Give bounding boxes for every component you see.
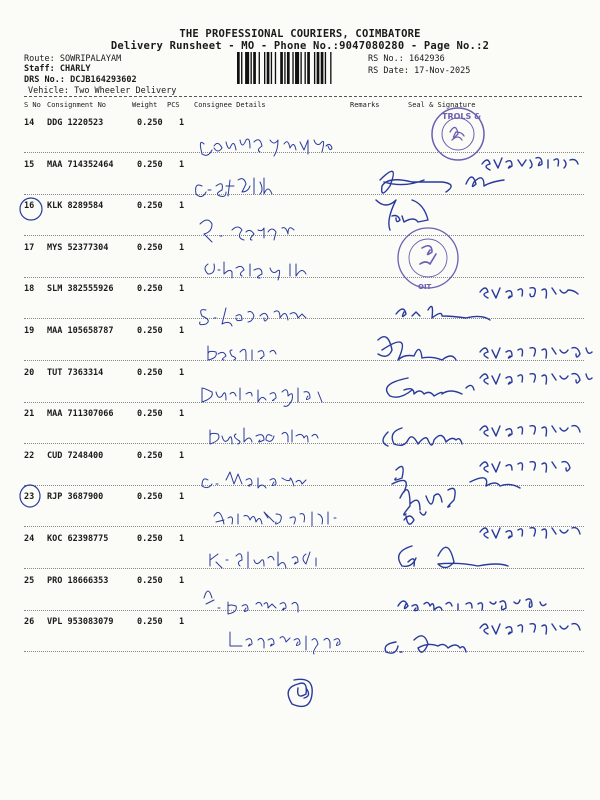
seal2-text-bottom: OIT	[418, 283, 432, 291]
phone-row-18	[480, 288, 578, 298]
sno-23-circle-mark	[20, 485, 40, 507]
phone-row-26	[480, 624, 580, 634]
row-weight: 0.250	[137, 118, 163, 128]
row-consignment-no: KOC 62398775	[47, 534, 109, 544]
drs-value: DCJB164293602	[70, 75, 137, 85]
row-pcs: 1	[179, 534, 185, 544]
row-consignment-no: DDG 1220523	[47, 118, 104, 128]
row-pcs: 1	[179, 326, 185, 336]
sig-row-26	[385, 636, 466, 653]
company-seal-stamp	[432, 108, 484, 160]
row-consignment-no: MAA 105658787	[47, 326, 114, 336]
rs-no-label: RS No.:	[368, 54, 404, 64]
row-weight: 0.250	[137, 159, 163, 170]
row-sno: 24	[24, 534, 35, 544]
row-weight: 0.250	[137, 409, 163, 420]
rs-no-value: 1642936	[408, 54, 445, 64]
row-sno: 17	[24, 242, 35, 253]
phone-row-15	[482, 158, 578, 170]
row-weight: 0.250	[137, 326, 163, 336]
route-value: SOWRIPALAYAM	[59, 54, 122, 64]
row-sno: 16	[24, 201, 35, 212]
second-seal-stamp	[398, 228, 458, 291]
runsheet-subtitle: Delivery Runsheet - MO - Phone No.:9047080280 - Page No.:2	[110, 40, 490, 52]
row-sno: 22	[24, 450, 35, 461]
row-weight: 0.250	[137, 367, 163, 378]
rs-date-value: 17-Nov-2025	[414, 66, 471, 76]
row-sno: 23	[24, 492, 35, 503]
seal2-inner-ring	[409, 239, 447, 277]
row-pcs: 1	[179, 284, 185, 295]
sig-row-22	[470, 478, 520, 488]
row-pcs: 1	[179, 367, 185, 378]
seal2-center-mark	[420, 246, 436, 264]
phone-row-19	[480, 348, 592, 358]
row-pcs: 1	[179, 118, 185, 128]
row-pcs: 1	[179, 159, 185, 170]
row-consignment-no: RJP 3687900	[47, 492, 104, 503]
row-consignment-no: MYS 52377304	[47, 242, 109, 253]
staff-label: Staff:	[24, 64, 55, 74]
col-consignment: Consignment No	[47, 101, 107, 109]
route-label: Route:	[24, 54, 55, 64]
col-pcs: PCS	[167, 101, 180, 109]
sig-row-23	[400, 488, 455, 524]
row-consignment-no: MAA 714352464	[47, 159, 114, 170]
row-sno: 15	[24, 159, 35, 170]
seal-text-top: TROLS &	[442, 112, 482, 121]
sig-row-25	[398, 599, 546, 611]
row-sno: 26	[24, 617, 35, 628]
row-pcs: 1	[179, 450, 185, 461]
row-weight: 0.250	[137, 534, 163, 544]
phone-row-22	[392, 462, 570, 492]
row-consignment-no: TUT 7363314	[47, 367, 104, 378]
vehicle-value: Two Wheeler Delivery	[74, 86, 177, 96]
sig-row-20	[387, 378, 474, 397]
sig-row-24	[399, 546, 508, 568]
col-sno: S No	[24, 101, 41, 109]
bottom-initials-scribble	[288, 679, 312, 706]
row-pcs: 1	[179, 617, 185, 628]
sno-16-circle-mark	[20, 198, 42, 220]
row-consignment-no: PRO 18666353	[47, 575, 109, 586]
row-consignment-no: KLK 8289584	[47, 201, 104, 212]
sig-row-21	[383, 428, 462, 446]
seal2-outer-ring	[398, 228, 458, 288]
company-title: THE PROFESSIONAL COURIERS, COIMBATORE	[179, 28, 421, 40]
phone-row-24	[480, 528, 580, 538]
phone-row-21	[480, 426, 580, 436]
sig-row-18	[396, 306, 490, 320]
sig-row-15	[380, 171, 504, 193]
consignee-signatures	[196, 139, 340, 654]
row-pcs: 1	[179, 492, 185, 503]
row-sno: 21	[24, 409, 35, 420]
row-weight: 0.250	[137, 575, 163, 586]
vehicle-label: Vehicle:	[28, 86, 69, 96]
col-remarks: Remarks	[350, 101, 380, 109]
row-consignment-no: CUD 7248400	[47, 450, 104, 461]
row-consignment-no: SLM 382555926	[47, 284, 114, 295]
row-weight: 0.250	[137, 201, 163, 212]
row-sno: 20	[24, 367, 35, 378]
row-weight: 0.250	[137, 284, 163, 295]
drs-label: DRS No.:	[24, 75, 65, 85]
row-pcs: 1	[179, 409, 185, 420]
row-sno: 18	[24, 284, 35, 295]
row-weight: 0.250	[137, 617, 163, 628]
row-pcs: 1	[179, 242, 185, 253]
col-seal: Seal & Signature	[408, 101, 476, 109]
row-consignment-no: VPL 953083079	[47, 617, 114, 628]
sig-row-16	[376, 200, 428, 230]
col-consignee: Consignee Details	[194, 101, 266, 109]
delivery-signatures	[288, 158, 592, 707]
col-weight: Weight	[132, 101, 158, 109]
row-pcs: 1	[179, 201, 185, 212]
row-weight: 0.250	[137, 492, 163, 503]
row-pcs: 1	[179, 575, 185, 586]
row-consignment-no: MAA 711307066	[47, 409, 114, 420]
rs-date-label: RS Date:	[368, 66, 409, 76]
row-weight: 0.250	[137, 242, 163, 253]
row-weight: 0.250	[137, 450, 163, 461]
phone-row-20	[480, 374, 592, 384]
row-sno: 19	[24, 326, 35, 336]
row-sno: 14	[24, 118, 35, 128]
seal-center-mark	[450, 127, 464, 140]
sig-row-19	[378, 337, 456, 360]
staff-value: CHARLY	[59, 64, 91, 74]
row-sno: 25	[24, 575, 35, 586]
